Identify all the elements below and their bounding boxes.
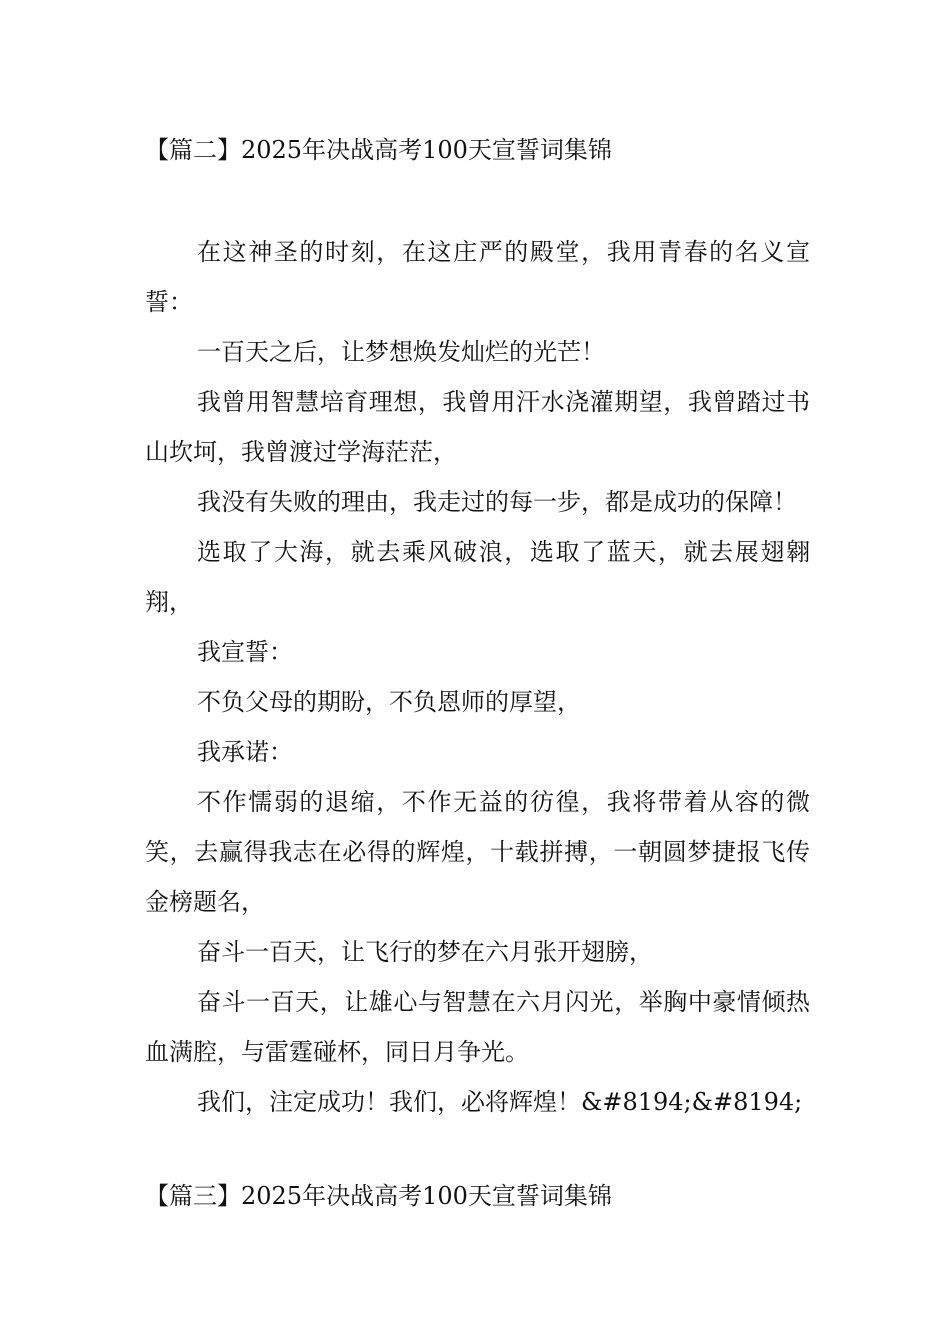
paragraph: 我们，注定成功！我们，必将辉煌！&#8194;&#8194; xyxy=(197,1088,803,1116)
paragraph: 选取了大海，就去乘风破浪，选取了蓝天，就去展翅翱翔， xyxy=(145,538,810,616)
paragraph: 我曾用智慧培育理想，我曾用汗水浇灌期望，我曾踏过书山坎坷，我曾渡过学海茫茫， xyxy=(145,388,810,466)
paragraph: 不作懦弱的退缩，不作无益的彷徨，我将带着从容的微笑，去赢得我志在必得的辉煌，十载拼搏，一朝圆梦捷报飞传金榜题名， xyxy=(145,788,810,916)
paragraph: 不负父母的期盼，不负恩师的厚望， xyxy=(197,688,581,716)
paragraph: 一百天之后，让梦想焕发灿烂的光芒！ xyxy=(197,338,605,366)
paragraph: 我宣誓： xyxy=(197,638,293,666)
paragraph: 在这神圣的时刻，在这庄严的殿堂，我用青春的名义宣誓： xyxy=(145,238,810,316)
paragraph: 奋斗一百天，让雄心与智慧在六月闪光，举胸中豪情倾热血满腔，与雷霆碰杯，同日月争光。 xyxy=(145,988,810,1066)
paragraph: 奋斗一百天，让飞行的梦在六月张开翅膀， xyxy=(197,938,653,966)
paragraph: 我承诺： xyxy=(197,738,293,766)
oath-text-body xyxy=(145,227,810,1127)
section-heading-2: 【篇二】2025年决战高考100天宣誓词集锦 xyxy=(145,136,612,164)
paragraph: 我没有失败的理由，我走过的每一步，都是成功的保障！ xyxy=(197,488,797,516)
section-heading-3: 【篇三】2025年决战高考100天宣誓词集锦 xyxy=(145,1182,612,1210)
